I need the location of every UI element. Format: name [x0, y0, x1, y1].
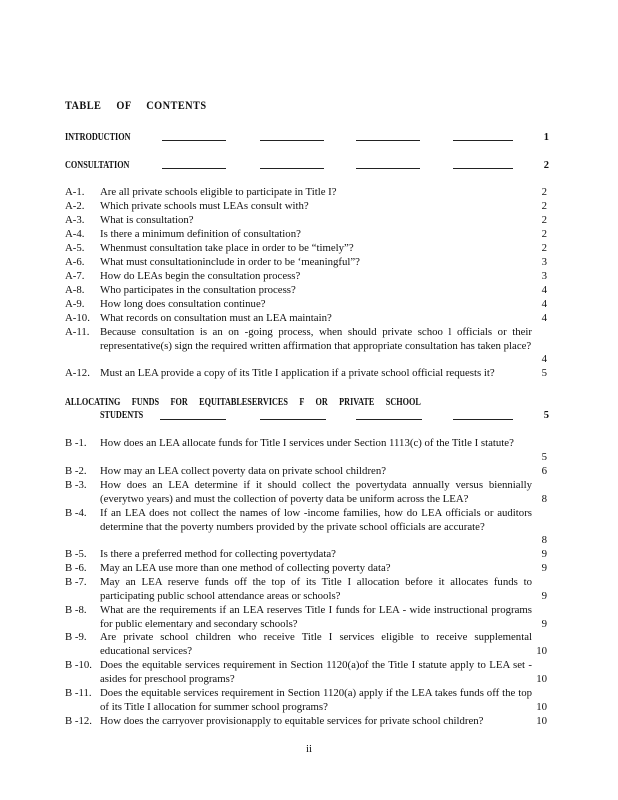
section-page-number: 2	[543, 160, 549, 171]
entry-number: A-6.	[65, 256, 85, 268]
section-consultation	[65, 160, 549, 171]
entry-number: B -8.	[65, 604, 87, 616]
section-page-number: 1	[543, 132, 549, 143]
entry-text: Does the equitable services requirement in Section 1120(a)of the Title I statute apply to LEA set -asides for preschool programs?	[100, 659, 532, 685]
section-label: CONSULTATION	[65, 160, 130, 171]
entry-page-number: 9	[541, 562, 547, 574]
entry-text: Because consultation is an on -going process, when should private schoo l officials or their representative(s) sign the required written affirmation that appropriate consultation has taken place?	[100, 326, 532, 352]
entry-number: B -6.	[65, 562, 87, 574]
toc-title: TABLE OF CONTENTS	[65, 98, 207, 112]
entry-text: What records on consultation must an LEA maintain?	[100, 312, 332, 324]
entry-page-number: 5	[541, 367, 547, 379]
entry-text: Is there a minimum definition of consultation?	[100, 228, 301, 240]
entry-page-number: 2	[541, 242, 547, 254]
entry-text: What is consultation?	[100, 214, 194, 226]
entry-number: B -10.	[65, 659, 92, 671]
entry-page-number: 10	[536, 701, 547, 713]
entry-page-number: 2	[541, 214, 547, 226]
entry-number: A-4.	[65, 228, 85, 240]
entry-text: Are all private schools eligible to participate in Title I?	[100, 186, 337, 198]
section-allocating-line2	[65, 410, 549, 421]
entry-number: A-2.	[65, 200, 85, 212]
entry-number: B -9.	[65, 631, 87, 643]
entry-text: Does the equitable services requirement in Section 1120(a) apply if the LEA takes funds off the top of its Title I allocation for summer school programs?	[100, 687, 532, 713]
entry-text: May an LEA reserve funds off the top of its Title I allocation before it allocates funds to participating public school attendance areas or schools?	[100, 576, 532, 602]
entry-page-number: 8	[541, 534, 547, 546]
entry-text: What are the requirements if an LEA reserves Title I funds for LEA - wide instructional programs for public elementary and secondary schools?	[100, 604, 532, 630]
entry-number: A-3.	[65, 214, 85, 226]
entry-text: How does an LEA determine if it should collect the povertydata annually versus biennially (everytwo years) and must the collection of poverty data be uniform across the LEA?	[100, 479, 532, 505]
entry-number: A-7.	[65, 270, 85, 282]
entry-number: A-11.	[65, 326, 90, 338]
entry-text: May an LEA use more than one method of collecting poverty data?	[100, 562, 391, 574]
entry-number: B -12.	[65, 715, 92, 727]
entry-page-number: 9	[541, 618, 547, 630]
entry-number: A-10.	[65, 312, 90, 324]
section-page-number: 5	[543, 410, 549, 421]
entry-number: B -4.	[65, 507, 87, 519]
entry-page-number: 2	[541, 228, 547, 240]
entry-number: B -1.	[65, 437, 87, 449]
entry-page-number: 4	[541, 298, 547, 310]
entry-page-number: 3	[541, 270, 547, 282]
section-allocating	[65, 397, 549, 408]
entry-page-number: 2	[541, 186, 547, 198]
entry-page-number: 2	[541, 200, 547, 212]
entry-text: Which private schools must LEAs consult with?	[100, 200, 309, 212]
section-label-continued: STUDENTS	[100, 410, 144, 421]
entry-number: A-8.	[65, 284, 85, 296]
entry-text: How may an LEA collect poverty data on private school children?	[100, 465, 387, 477]
entry-page-number: 8	[541, 493, 547, 505]
entry-text: Are private school children who receive Title I services eligible to receive supplemental educational services?	[100, 631, 532, 657]
entry-page-number: 4	[541, 312, 547, 324]
entry-text: Must an LEA provide a copy of its Title I application if a private school official requests it?	[100, 367, 495, 379]
entry-text: How long does consultation continue?	[100, 298, 266, 310]
section-introduction	[65, 132, 549, 143]
entry-page-number: 9	[541, 548, 547, 560]
entry-text: Who participates in the consultation process?	[100, 284, 296, 296]
entry-number: A-12.	[65, 367, 90, 379]
entry-page-number: 3	[541, 256, 547, 268]
entry-number: A-5.	[65, 242, 85, 254]
entry-text: How do LEAs begin the consultation process?	[100, 270, 301, 282]
entry-number: B -7.	[65, 576, 87, 588]
entry-page-number: 4	[541, 284, 547, 296]
entry-page-number: 5	[541, 451, 547, 463]
section-label: INTRODUCTION	[65, 132, 131, 143]
entry-number: B -2.	[65, 465, 87, 477]
entry-number: B -5.	[65, 548, 87, 560]
entry-page-number: 10	[536, 645, 547, 657]
entry-text: Whenmust consultation take place in order to be “timely”?	[100, 242, 354, 254]
entry-number: B -11.	[65, 687, 92, 699]
entry-text: How does an LEA allocate funds for Title I services under Section 1113(c) of the Title I statute?	[100, 437, 514, 449]
entry-page-number: 4	[541, 353, 547, 365]
entry-number: B -3.	[65, 479, 87, 491]
section-label: ALLOCATING FUNDS FOR EQUITABLESERVICES F OR PRIVATE SCHOOL	[65, 397, 421, 408]
entry-text: If an LEA does not collect the names of low -income families, how do LEA officials or auditors determine that the poverty numbers provided by the private school officials are accurate?	[100, 507, 532, 533]
entry-number: A-1.	[65, 186, 85, 198]
entry-page-number: 10	[536, 715, 547, 727]
entry-page-number: 10	[536, 673, 547, 685]
page-number-footer: ii	[305, 743, 313, 755]
entry-number: A-9.	[65, 298, 85, 310]
entry-text: Is there a preferred method for collecting povertydata?	[100, 548, 336, 560]
entry-page-number: 9	[541, 590, 547, 602]
entry-text: What must consultationinclude in order to be ‘meaningful”?	[100, 256, 360, 268]
entry-text: How does the carryover provisionapply to equitable services for private school children?	[100, 715, 484, 727]
entry-page-number: 6	[541, 465, 547, 477]
